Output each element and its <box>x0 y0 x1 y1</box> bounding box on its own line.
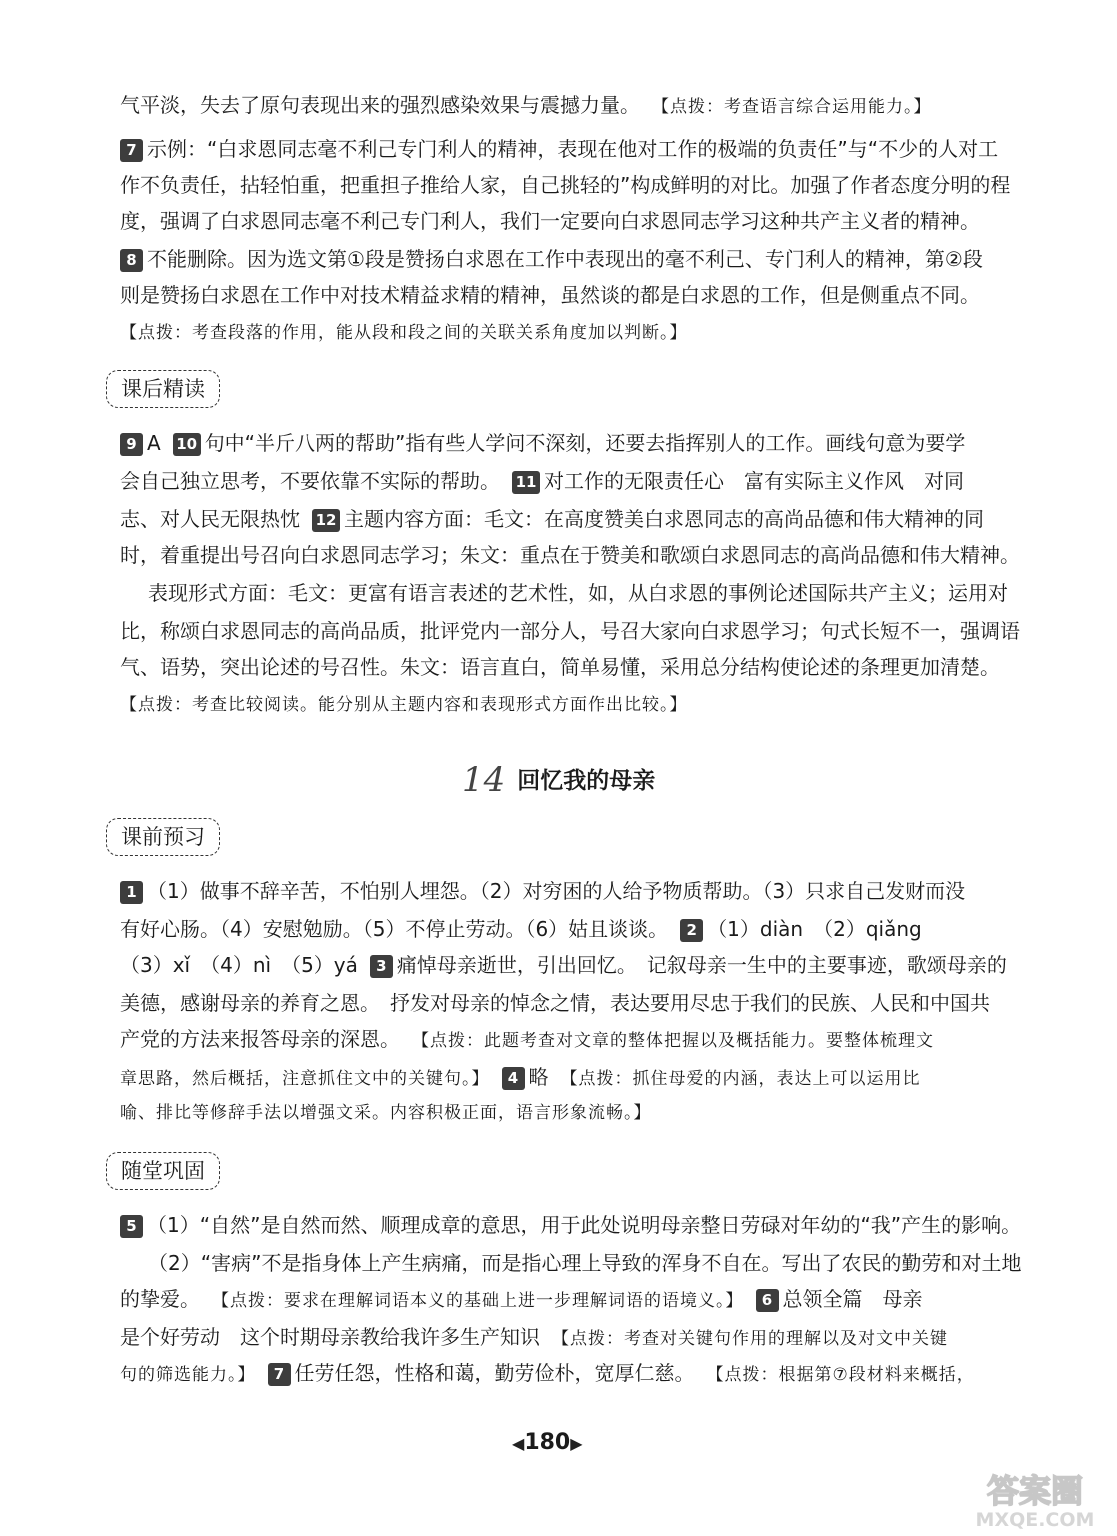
hint-note: 【点拨：根据第⑦段材料来概括， <box>706 1365 975 1385</box>
right-triangle-icon: ▶ <box>570 1434 583 1453</box>
page-number-value: 180 <box>524 1430 571 1455</box>
answer-text: 有好心肠。（4）安慰勉励。（5）不停止劳动。（6）姑且谈谈。 <box>120 917 669 941</box>
answer-line: 表现形式方面：毛文：更富有语言表述的艺术性，如，从白求恩的事例论述国际共产主义；运用对 <box>148 581 1008 605</box>
answer-line <box>120 916 922 942</box>
answer-line <box>120 136 998 162</box>
answer-text: （1）做事不辞辛苦，不怕别人埋怨。（2）对穷困的人给予物质帮助。（3）只求自己发财而没 <box>147 879 966 903</box>
section-heading-consolidation: 随堂巩固 <box>106 1152 220 1190</box>
question-number-badge: 7 <box>120 139 143 162</box>
answer-text: 句中“半斤八两的帮助”指有些人学问不深刻，还要去指挥别人的工作。画线句意为要学 <box>204 431 966 455</box>
section-heading-after-class-reading: 课后精读 <box>106 370 220 408</box>
hint-note: 【点拨：考查对关键句作用的理解以及对文中关键 <box>552 1329 948 1349</box>
answer-line: 度，强调了白求恩同志毫不利己专门利人，我们一定要向白求恩同志学习这种共产主义者的精神。 <box>120 209 980 233</box>
answer-line: 比，称颂白求恩同志的高尚品质，批评党内一部分人，号召大家向白求恩学习；句式长短不一，强调语 <box>120 619 1020 643</box>
hint-note: 【点拨：考查段落的作用，能从段和段之间的关联关系角度加以判断。】 <box>120 323 688 343</box>
answer-line <box>120 246 983 272</box>
answer-line <box>120 1286 923 1314</box>
answer-line <box>120 1064 921 1092</box>
answer-text: 志、对人民无限热忱 <box>120 507 300 531</box>
question-number-badge: 6 <box>756 1289 779 1312</box>
answer-line <box>120 1212 1021 1238</box>
answer-text: （3）xǐ （4）nì （5）yá <box>120 953 358 977</box>
answer-line <box>120 468 964 494</box>
hint-note: 【点拨：抓住母爱的内涵，表达上可以运用比 <box>560 1069 921 1089</box>
answer-text: 示例：“白求恩同志毫不利己专门利人的精神，表现在他对工作的极端的负责任”与“不少的人对工 <box>147 137 999 161</box>
answer-text: 不能删除。因为选文第①段是赞扬白求恩在工作中表现出的毫不利己、专门利人的精神，第②段 <box>147 247 983 271</box>
page-number <box>512 1430 583 1455</box>
answer-line <box>120 506 984 532</box>
answer-line: 作不负责任，拈轻怕重，把重担子推给人家，自己挑轻的”构成鲜明的对比。加强了作者态度分明的程 <box>120 173 1011 197</box>
hint-note: 【点拨：考查比较阅读。能分别从主题内容和表现形式方面作出比较。】 <box>120 695 688 715</box>
answer-text: 略 <box>528 1065 549 1089</box>
answer-line <box>120 878 965 904</box>
answer-text: 痛悼母亲逝世，引出回忆。 记叙母亲一生中的主要事迹，歌颂母亲的 <box>396 953 1007 977</box>
question-number-badge: 5 <box>120 1215 143 1238</box>
hint-note: 句的筛选能力。】 <box>120 1365 256 1385</box>
answer-text: 气平淡，失去了原句表现出来的强烈感染效果与震撼力量。 <box>120 93 640 117</box>
question-number-badge: 11 <box>512 471 540 494</box>
answer-line <box>120 1026 934 1054</box>
hint-note: 章思路，然后概括，注意抓住文中的关键句。】 <box>120 1069 490 1089</box>
section-heading-preview: 课前预习 <box>106 818 220 856</box>
lesson-heading <box>462 760 655 800</box>
answer-text: 产党的方法来报答母亲的深恩。 <box>120 1027 400 1051</box>
answer-text: A <box>147 431 161 455</box>
question-number-badge: 4 <box>502 1067 525 1090</box>
answer-text: 总领全篇 母亲 <box>782 1287 923 1311</box>
question-number-badge: 10 <box>173 433 201 456</box>
answer-text: （1）diàn （2）qiǎng <box>707 917 922 941</box>
answer-line <box>120 1324 948 1352</box>
answer-text: 的挚爱。 <box>120 1287 200 1311</box>
answer-line <box>120 1360 975 1388</box>
hint-note: 【点拨：此题考查对文章的整体把握以及概括能力。要整体梳理文 <box>412 1031 934 1051</box>
hint-note: 喻、排比等修辞手法以增强文采。内容积极正面，语言形象流畅。】 <box>120 1103 652 1123</box>
watermark-site: MXQE.COM <box>975 1509 1095 1531</box>
answer-text: 对工作的无限责任心 富有实际主义作风 对同 <box>544 469 964 493</box>
answer-line: 则是赞扬白求恩在工作中对技术精益求精的精神，虽然谈的都是白求恩的工作，但是侧重点不同。 <box>120 283 980 307</box>
hint-note: 【点拨：考查语言综合运用能力。】 <box>652 97 932 117</box>
lesson-title: 回忆我的母亲 <box>517 768 656 794</box>
lesson-number: 14 <box>462 760 506 800</box>
question-number-badge: 12 <box>312 509 340 532</box>
watermark-logo <box>960 1466 1110 1532</box>
answer-line: 美德，感谢母亲的养育之恩。 抒发对母亲的悼念之情，表达要用尽忠于我们的民族、人民和中国共 <box>120 991 990 1015</box>
answer-line: 气、语势，突出论述的号召性。朱文：语言直白，简单易懂，采用总分结构使论述的条理更加清楚。 <box>120 655 1000 679</box>
answer-line: （2）“害病”不是指身体上产生病痛，而是指心理上导致的浑身不自在。写出了农民的勤劳和对土地 <box>148 1251 1022 1275</box>
question-number-badge: 3 <box>370 955 393 978</box>
question-number-badge: 2 <box>680 919 703 942</box>
answer-line <box>120 952 1007 978</box>
answer-text: 主题内容方面：毛文：在高度赞美白求恩同志的高尚品德和伟大精神的同 <box>344 507 984 531</box>
left-triangle-icon: ◀ <box>512 1434 525 1453</box>
answer-line <box>120 430 965 456</box>
question-number-badge: 8 <box>120 249 143 272</box>
answer-line: 时，着重提出号召向白求恩同志学习；朱文：重点在于赞美和歌颂白求恩同志的高尚品德和伟大精神。 <box>120 543 1020 567</box>
hint-note: 【点拨：要求在理解词语本义的基础上进一步理解词语的语境义。】 <box>212 1291 744 1311</box>
answer-text: 会自己独立思考，不要依靠不实际的帮助。 <box>120 469 500 493</box>
answer-text: （1）“自然”是自然而然、顺理成章的意思，用于此处说明母亲整日劳碌对年幼的“我”产生的影响。 <box>147 1213 1022 1237</box>
question-number-badge: 9 <box>120 433 143 456</box>
answer-text: 是个好劳动 这个时期母亲教给我许多生产知识 <box>120 1325 540 1349</box>
question-number-badge: 7 <box>268 1363 291 1386</box>
question-number-badge: 1 <box>120 881 143 904</box>
watermark-text: 答案圈 <box>986 1472 1084 1510</box>
answer-text: 任劳任怨，性格和蔼，勤劳俭朴，宽厚仁慈。 <box>294 1361 695 1385</box>
answer-line <box>120 92 932 120</box>
